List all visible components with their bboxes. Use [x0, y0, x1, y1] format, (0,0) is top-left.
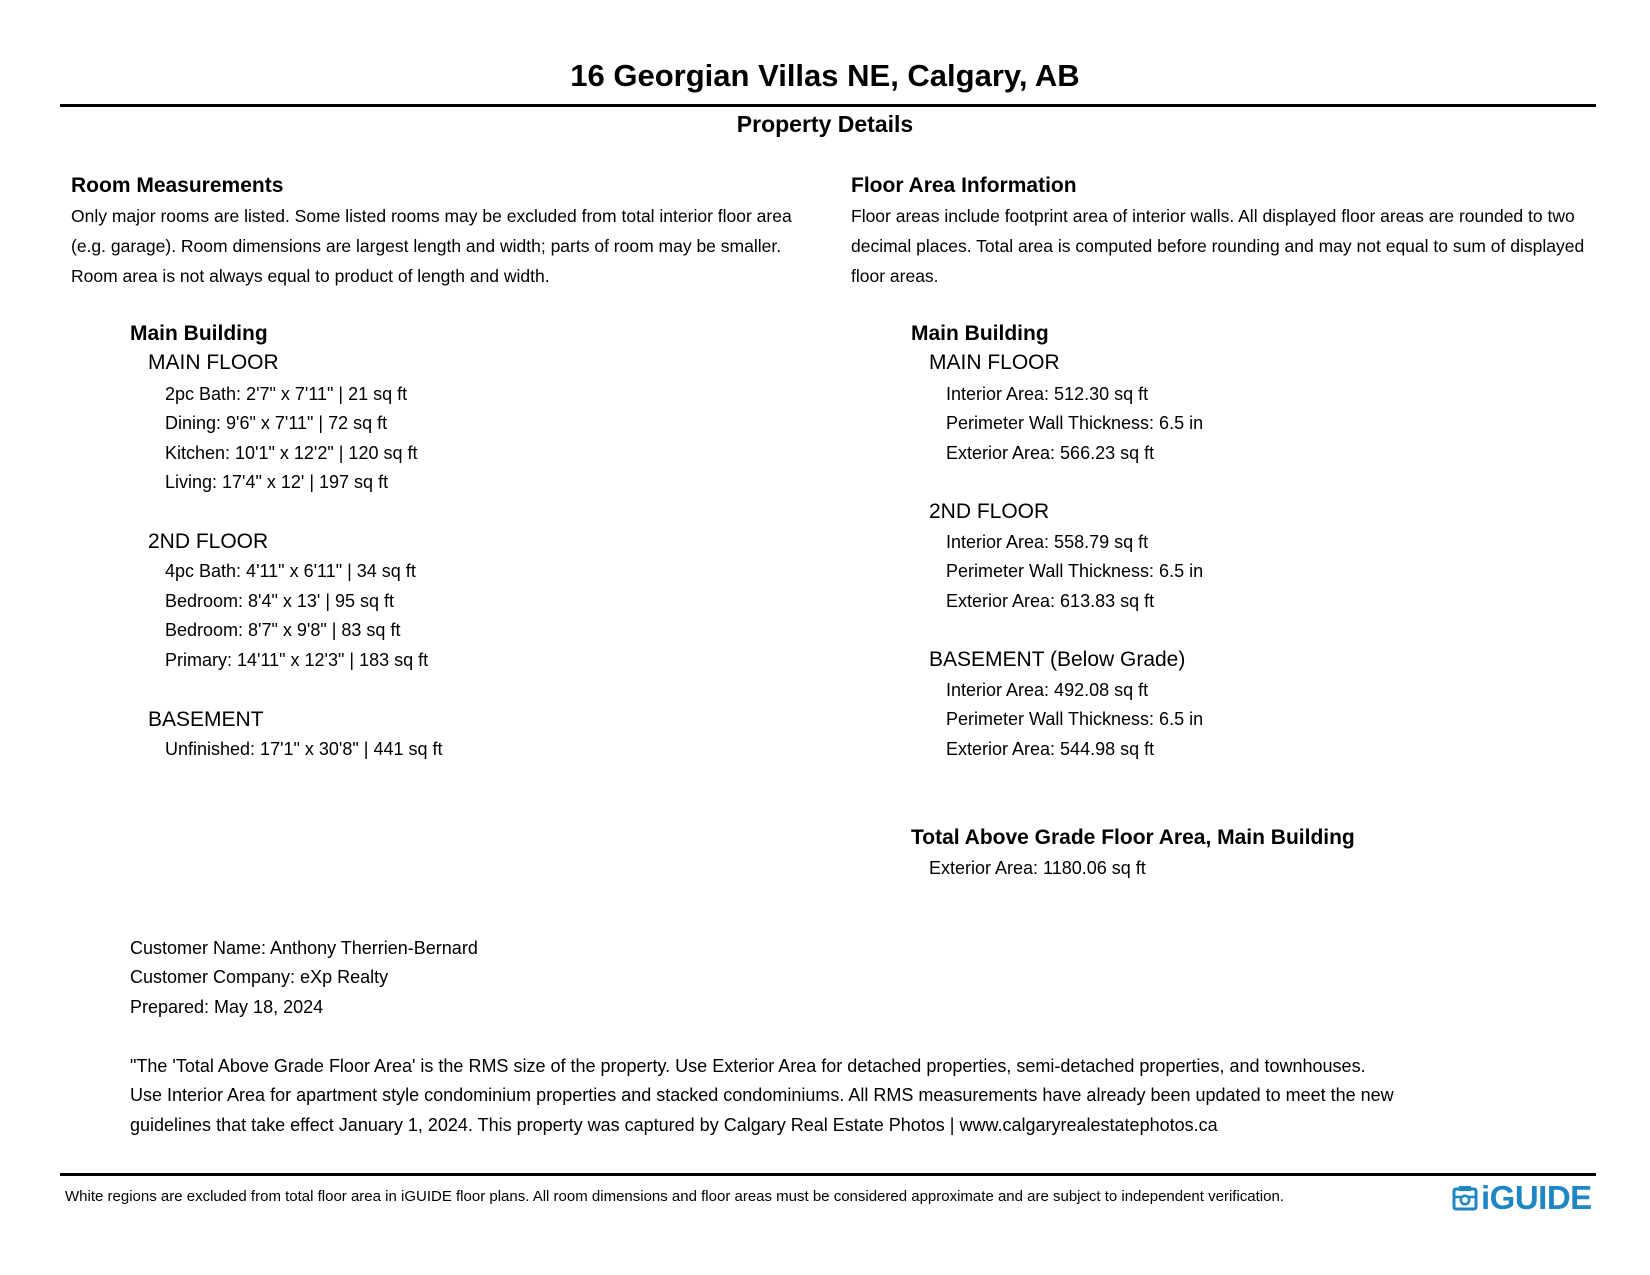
areas-floor-name: BASEMENT (Below Grade) [929, 648, 1186, 671]
room-item: Unfinished: 17'1" x 30'8" | 441 sq ft [165, 739, 443, 759]
rms-note-line: guidelines that take effect January 1, 2024. This property was captured by Calgary Real Estate Photos | www.calgaryrealestatephotos.ca [130, 1115, 1218, 1135]
customer-name: Customer Name: Anthony Therrien-Bernard [130, 938, 478, 958]
rms-note-line: "The 'Total Above Grade Floor Area' is the RMS size of the property. Use Exterior Area for detached properties, semi-detached properties, and townhouses. [130, 1056, 1366, 1076]
total-area-heading: Total Above Grade Floor Area, Main Building [911, 826, 1355, 849]
footer-disclaimer: White regions are excluded from total floor area in iGUIDE floor plans. All room dimensions and floor areas must be considered approximate and are subject to independent verification. [65, 1188, 1284, 1205]
area-item: Exterior Area: 566.23 sq ft [946, 443, 1155, 463]
room-item: Living: 17'4" x 12' | 197 sq ft [165, 472, 389, 492]
area-item: Perimeter Wall Thickness: 6.5 in [946, 709, 1204, 729]
room-item: Bedroom: 8'4" x 13' | 95 sq ft [165, 591, 395, 611]
room-item: Primary: 14'11" x 12'3" | 183 sq ft [165, 650, 429, 670]
room-item: Bedroom: 8'7" x 9'8" | 83 sq ft [165, 620, 401, 640]
room-intro-line: Room area is not always equal to product of length and width. [71, 266, 550, 286]
customer-company: Customer Company: eXp Realty [130, 967, 389, 987]
floor-area-intro [851, 201, 1584, 291]
room-item: 2pc Bath: 2'7" x 7'11" | 21 sq ft [165, 384, 408, 404]
area-item: Perimeter Wall Thickness: 6.5 in [946, 561, 1204, 581]
iguide-camera-icon [1452, 1184, 1478, 1212]
room-intro-line: Only major rooms are listed. Some listed rooms may be excluded from total interior floor area [71, 206, 792, 226]
area-item: Perimeter Wall Thickness: 6.5 in [946, 413, 1204, 433]
room-item: Kitchen: 10'1" x 12'2" | 120 sq ft [165, 443, 418, 463]
floor-intro-line: Floor areas include footprint area of interior walls. All displayed floor areas are rounded to two [851, 206, 1575, 226]
iguide-logo-text: iGUIDE [1481, 1179, 1592, 1216]
rooms-floor-name: MAIN FLOOR [148, 351, 279, 374]
areas-floor-name: 2ND FLOOR [929, 500, 1050, 523]
room-item: Dining: 9'6" x 7'11" | 72 sq ft [165, 413, 388, 433]
footer-rule [60, 1173, 1596, 1176]
rms-note-line: Use Interior Area for apartment style condominium properties and stacked condominiums. All RMS measurements have already been updated to meet the new [130, 1085, 1394, 1105]
area-item: Interior Area: 558.79 sq ft [946, 532, 1149, 552]
prepared-date: Prepared: May 18, 2024 [130, 997, 324, 1017]
rooms-floor-name: 2ND FLOOR [148, 530, 269, 553]
area-item: Interior Area: 492.08 sq ft [946, 680, 1149, 700]
area-item: Interior Area: 512.30 sq ft [946, 384, 1149, 404]
floor-intro-line: decimal places. Total area is computed before rounding and may not equal to sum of displayed [851, 236, 1585, 256]
rooms-floor-name: BASEMENT [148, 708, 264, 731]
iguide-logo [1452, 1181, 1592, 1215]
room-item: 4pc Bath: 4'11" x 6'11" | 34 sq ft [165, 561, 416, 581]
room-measurements-intro [71, 201, 792, 291]
floor-intro-line: floor areas. [851, 266, 939, 286]
page-subtitle: Property Details [736, 111, 914, 137]
floor-area-heading: Floor Area Information [851, 174, 1077, 197]
header-rule [60, 104, 1596, 107]
page-title: 16 Georgian Villas NE, Calgary, AB [570, 58, 1080, 93]
areas-building-name: Main Building [911, 322, 1049, 345]
room-measurements-heading: Room Measurements [71, 174, 284, 197]
rooms-building-name: Main Building [130, 322, 268, 345]
areas-floor-name: MAIN FLOOR [929, 351, 1060, 374]
area-item: Exterior Area: 544.98 sq ft [946, 739, 1155, 759]
area-item: Exterior Area: 613.83 sq ft [946, 591, 1155, 611]
room-intro-line: (e.g. garage). Room dimensions are largest length and width; parts of room may be smaller. [71, 236, 782, 256]
total-area-value: Exterior Area: 1180.06 sq ft [929, 858, 1146, 878]
